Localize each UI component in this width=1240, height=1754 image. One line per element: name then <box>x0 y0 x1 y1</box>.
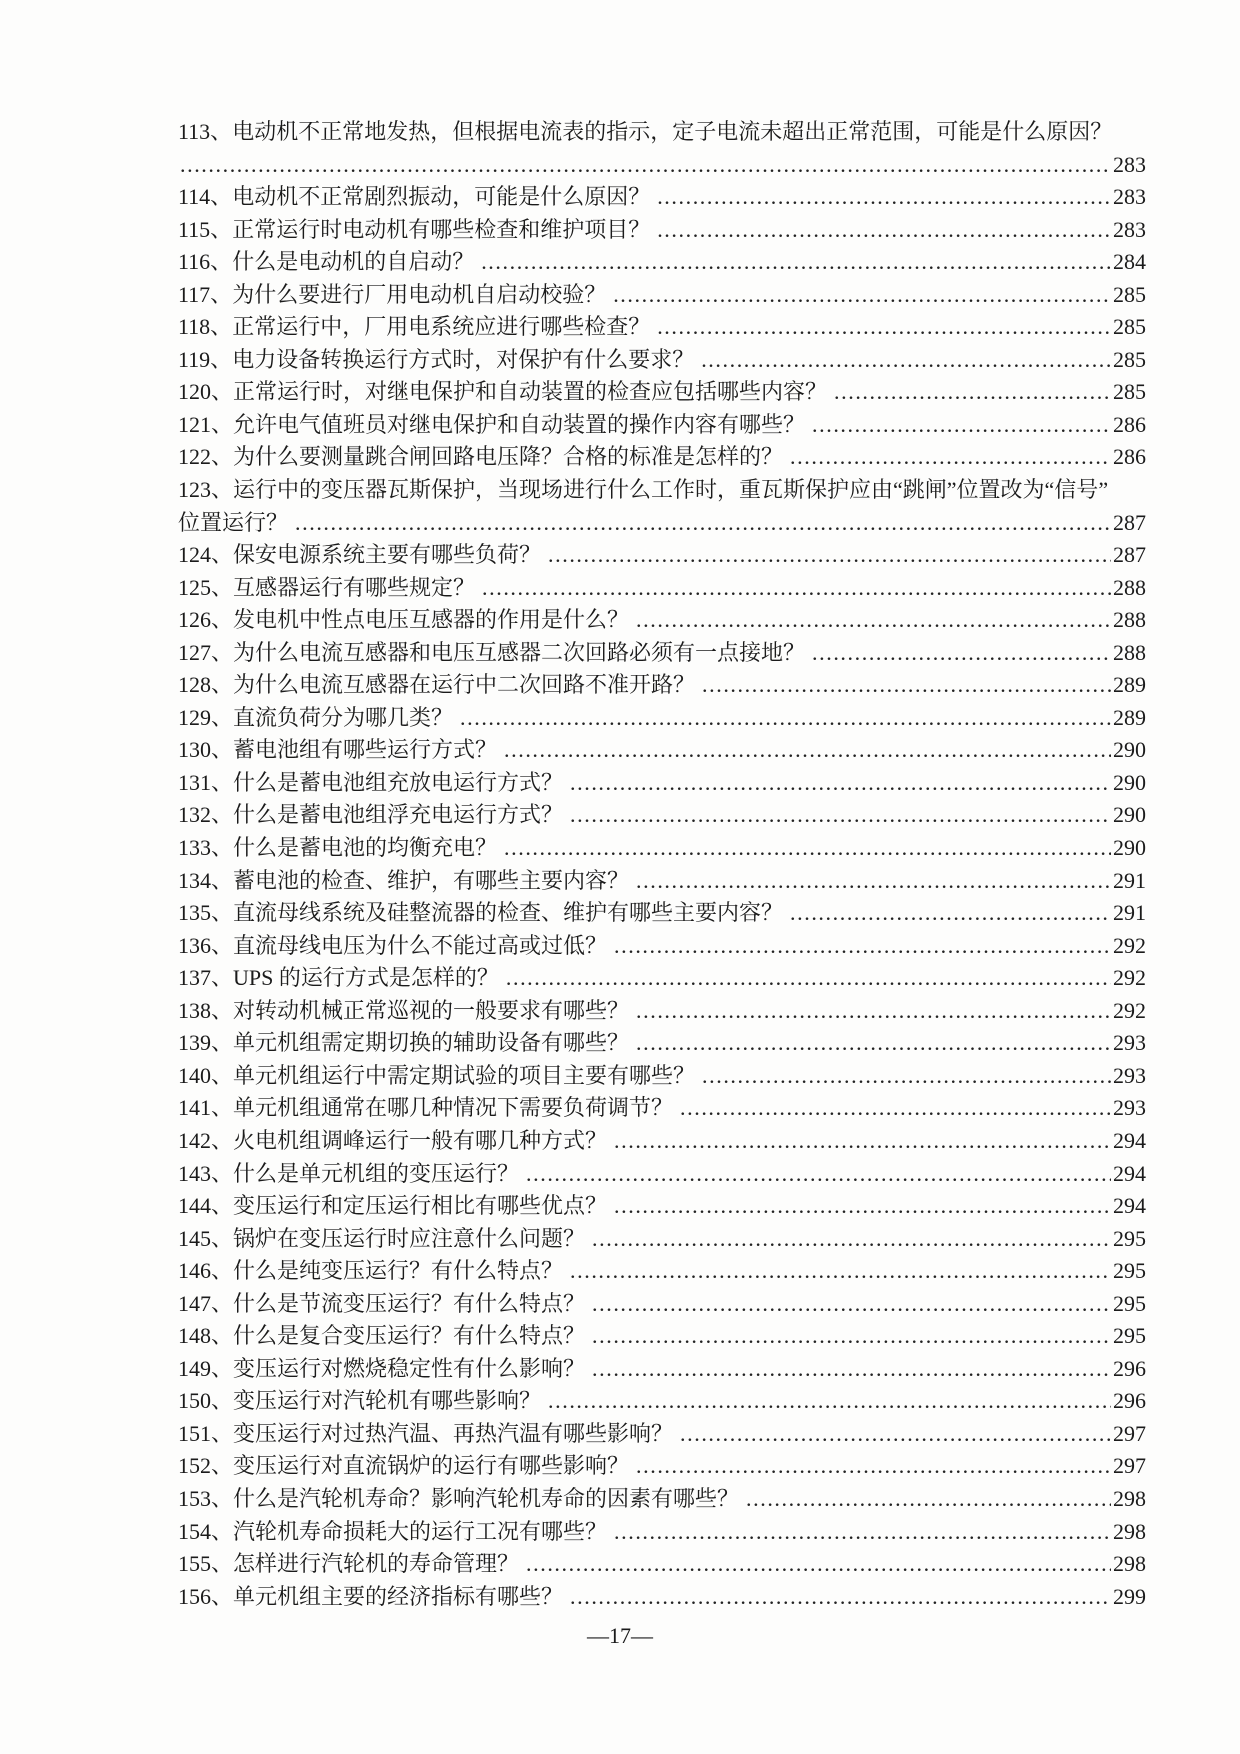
toc-entry-title: 火电机组调峰运行一般有哪几种方式？ <box>233 1127 608 1153</box>
dot-leader <box>607 1125 1111 1158</box>
toc-entry-title: 变压运行和定压运行相比有哪些优点？ <box>233 1193 608 1219</box>
toc-entry <box>178 474 1146 507</box>
toc-entry <box>178 865 1146 898</box>
toc-entry-title: 变压运行对过热汽温、再热汽温有哪些影响？ <box>233 1420 674 1446</box>
toc-entry-number: 117、 <box>178 281 233 307</box>
toc-page-ref: 295 <box>1113 1258 1146 1284</box>
toc-entry <box>178 1385 1146 1418</box>
dot-leader <box>607 1190 1111 1223</box>
toc-page-ref: 287 <box>1113 542 1146 568</box>
dot-leader <box>474 246 1111 279</box>
toc-entry-number: 127、 <box>178 639 234 665</box>
dot-leader <box>519 1548 1111 1581</box>
dot-leader <box>519 1158 1111 1191</box>
toc-page-ref: 292 <box>1113 965 1146 991</box>
dot-leader <box>475 572 1111 605</box>
toc-list <box>178 116 1146 1613</box>
toc-entry <box>178 214 1146 247</box>
dot-leader <box>606 279 1111 312</box>
dot-leader <box>563 1581 1111 1614</box>
toc-entry-number: 118、 <box>178 314 233 340</box>
toc-entry <box>178 897 1146 930</box>
dot-leader <box>541 539 1111 572</box>
toc-entry-title: 电力设备转换运行方式时，对保护有什么要求？ <box>232 346 695 372</box>
toc-entry-number: 120、 <box>178 379 234 405</box>
dot-leader <box>783 441 1111 474</box>
toc-entry-number: 133、 <box>178 835 234 861</box>
dot-leader <box>827 376 1111 409</box>
toc-page-ref: 295 <box>1113 1225 1146 1251</box>
dot-leader <box>288 507 1111 540</box>
toc-entry-title: 正常运行中，厂用电系统应进行哪些检查？ <box>232 314 651 340</box>
toc-page-ref: 297 <box>1113 1453 1146 1479</box>
toc-page-ref: 290 <box>1113 737 1146 763</box>
toc-page-ref: 285 <box>1113 379 1146 405</box>
toc-entry-title: 蓄电池组有哪些运行方式？ <box>233 737 498 763</box>
toc-page-ref: 293 <box>1113 1095 1146 1121</box>
toc-entry-title: 什么是蓄电池组充放电运行方式？ <box>233 769 564 795</box>
toc-entry <box>178 344 1146 377</box>
toc-entry-number: 135、 <box>178 900 234 926</box>
toc-page-ref: 297 <box>1113 1420 1146 1446</box>
toc-entry-number: 130、 <box>178 737 234 763</box>
dot-leader <box>497 734 1111 767</box>
dot-leader <box>629 865 1111 898</box>
toc-entry-number: 122、 <box>178 444 234 470</box>
toc-page-ref: 296 <box>1113 1388 1146 1414</box>
dot-leader <box>739 1483 1111 1516</box>
toc-entry-title: 什么是节流变压运行？有什么特点？ <box>233 1290 586 1316</box>
toc-entry-number: 155、 <box>178 1551 234 1577</box>
toc-entry <box>178 1125 1146 1158</box>
toc-entry-title: 允许电气值班员对继电保护和自动装置的操作内容有哪些？ <box>233 411 806 437</box>
toc-page-ref: 288 <box>1113 574 1146 600</box>
dot-leader <box>673 1418 1111 1451</box>
toc-entry-title: 变压运行对直流锅炉的运行有哪些影响？ <box>233 1453 630 1479</box>
toc-entry-number: 132、 <box>178 802 234 828</box>
toc-entry <box>178 995 1146 1028</box>
toc-entry-number: 138、 <box>178 997 234 1023</box>
toc-entry-title: 什么是汽轮机寿命？影响汽轮机寿命的因素有哪些？ <box>233 1485 740 1511</box>
toc-entry-number: 137、 <box>178 965 234 991</box>
toc-entry-title: 为什么要进行厂用电动机自启动校验？ <box>232 281 607 307</box>
toc-entry <box>178 181 1146 214</box>
toc-entry-number: 146、 <box>178 1258 234 1284</box>
toc-page-ref: 283 <box>1113 151 1146 177</box>
toc-entry-number: 152、 <box>178 1453 234 1479</box>
toc-entry-number: 131、 <box>178 769 234 795</box>
toc-entry-number: 126、 <box>178 607 234 633</box>
dot-leader <box>695 1060 1111 1093</box>
dot-leader <box>585 1288 1111 1321</box>
toc-entry-title: 为什么电流互感器在运行中二次回路不准开路？ <box>233 672 696 698</box>
dot-leader <box>650 181 1111 214</box>
toc-entry-number: 144、 <box>178 1193 234 1219</box>
dot-leader <box>585 1353 1111 1386</box>
toc-entry-title: 电动机不正常剧烈振动，可能是什么原因？ <box>232 184 651 210</box>
toc-page-ref: 290 <box>1113 769 1146 795</box>
toc-entry <box>178 279 1146 312</box>
toc-entry-title: 变压运行对汽轮机有哪些影响？ <box>233 1388 542 1414</box>
toc-page-ref: 294 <box>1113 1160 1146 1186</box>
toc-entry <box>178 1418 1146 1451</box>
toc-entry <box>178 1353 1146 1386</box>
toc-entry-number: 148、 <box>178 1323 234 1349</box>
dot-leader <box>629 604 1111 637</box>
toc-page-ref: 292 <box>1113 932 1146 958</box>
toc-entry-number: 136、 <box>178 932 234 958</box>
page-number: —17— <box>587 1623 653 1648</box>
toc-page-ref: 294 <box>1113 1193 1146 1219</box>
dot-leader <box>585 1320 1111 1353</box>
toc-page-ref: 295 <box>1113 1323 1146 1349</box>
toc-entry-title: 单元机组主要的经济指标有哪些？ <box>233 1583 564 1609</box>
toc-page-ref: 291 <box>1113 900 1146 926</box>
toc-page-ref: 292 <box>1113 997 1146 1023</box>
dot-leader <box>563 767 1111 800</box>
toc-entry-title: 什么是纯变压运行？有什么特点？ <box>233 1258 564 1284</box>
toc-page-ref: 285 <box>1113 346 1146 372</box>
toc-entry-number: 121、 <box>178 411 234 437</box>
dot-leader <box>607 930 1111 963</box>
toc-entry <box>178 1483 1146 1516</box>
dot-leader <box>607 1516 1111 1549</box>
toc-entry <box>178 1548 1146 1581</box>
dot-leader <box>563 799 1111 832</box>
toc-entry-number: 142、 <box>178 1127 234 1153</box>
toc-page-ref: 285 <box>1113 281 1146 307</box>
dot-leader <box>541 1385 1111 1418</box>
toc-entry <box>178 1320 1146 1353</box>
toc-page-ref: 283 <box>1113 184 1146 210</box>
toc-entry-title: 正常运行时电动机有哪些检查和维护项目？ <box>232 216 651 242</box>
toc-entry-title: 保安电源系统主要有哪些负荷？ <box>233 542 542 568</box>
dot-leader <box>629 995 1111 1028</box>
toc-entry-number: 140、 <box>178 1062 234 1088</box>
toc-entry <box>178 409 1146 442</box>
toc-entry-number: 150、 <box>178 1388 234 1414</box>
dot-leader <box>453 702 1111 735</box>
dot-leader <box>499 962 1111 995</box>
toc-entry-title: 蓄电池的检查、维护，有哪些主要内容？ <box>233 867 630 893</box>
toc-entry-number: 113、 <box>178 119 233 144</box>
dot-leader <box>650 214 1111 247</box>
toc-entry-number: 153、 <box>178 1485 234 1511</box>
toc-entry <box>178 1092 1146 1125</box>
toc-entry <box>178 1060 1146 1093</box>
toc-page-ref: 288 <box>1113 639 1146 665</box>
toc-entry <box>178 539 1146 572</box>
toc-entry-title: UPS 的运行方式是怎样的？ <box>233 965 499 991</box>
toc-page-ref: 289 <box>1113 704 1146 730</box>
toc-entry <box>178 1288 1146 1321</box>
dot-leader <box>497 832 1111 865</box>
toc-entry-number: 139、 <box>178 1030 234 1056</box>
toc-page-ref: 291 <box>1113 867 1146 893</box>
dot-leader <box>695 669 1111 702</box>
toc-page-ref: 290 <box>1113 835 1146 861</box>
toc-entry <box>178 669 1146 702</box>
toc-entry-title: 单元机组通常在哪几种情况下需要负荷调节？ <box>233 1095 674 1121</box>
toc-page-ref: 294 <box>1113 1127 1146 1153</box>
toc-page-ref: 286 <box>1113 444 1146 470</box>
toc-page-ref: 290 <box>1113 802 1146 828</box>
dot-leader <box>563 1255 1111 1288</box>
toc-entry <box>178 149 1146 182</box>
toc-page-ref: 286 <box>1113 411 1146 437</box>
page-number-footer <box>0 1620 1240 1652</box>
toc-page-ref: 285 <box>1113 314 1146 340</box>
toc-entry-number: 145、 <box>178 1225 234 1251</box>
toc-entry <box>178 734 1146 767</box>
toc-entry-number: 125、 <box>178 574 234 600</box>
toc-entry-title: 什么是单元机组的变压运行？ <box>233 1160 520 1186</box>
dot-leader <box>805 409 1111 442</box>
toc-entry <box>178 702 1146 735</box>
toc-entry <box>178 1027 1146 1060</box>
toc-entry <box>178 1581 1146 1614</box>
dot-leader <box>650 311 1111 344</box>
toc-entry-number: 143、 <box>178 1160 234 1186</box>
toc-entry-title: 为什么电流互感器和电压互感器二次回路必须有一点接地？ <box>233 639 806 665</box>
toc-entry-number: 115、 <box>178 216 233 242</box>
toc-entry <box>178 311 1146 344</box>
toc-entry-title: 电动机不正常地发热，但根据电流表的指示，定子电流未超出正常范围，可能是什么原因？ <box>232 119 1113 144</box>
dot-leader <box>673 1092 1111 1125</box>
toc-entry <box>178 1450 1146 1483</box>
dot-leader <box>178 149 1111 182</box>
toc-page-ref: 288 <box>1113 607 1146 633</box>
toc-entry-number: 116、 <box>178 249 233 275</box>
toc-entry <box>178 1158 1146 1191</box>
toc-entry-title-continued: 位置运行？ <box>178 509 289 535</box>
toc-page-ref: 283 <box>1113 216 1146 242</box>
toc-entry-title: 直流母线电压为什么不能过高或过低？ <box>233 932 608 958</box>
toc-entry <box>178 1255 1146 1288</box>
toc-entry-title: 变压运行对燃烧稳定性有什么影响？ <box>233 1355 586 1381</box>
toc-page-ref: 299 <box>1113 1583 1146 1609</box>
toc-page-ref: 293 <box>1113 1030 1146 1056</box>
toc-page-ref: 287 <box>1113 509 1146 535</box>
toc-entry-number: 154、 <box>178 1518 234 1544</box>
toc-entry <box>178 116 1146 149</box>
toc-entry <box>178 637 1146 670</box>
toc-entry <box>178 962 1146 995</box>
toc-entry-number: 119、 <box>178 346 233 372</box>
toc-entry-title: 锅炉在变压运行时应注意什么问题？ <box>233 1225 586 1251</box>
toc-entry-number: 149、 <box>178 1355 234 1381</box>
toc-entry-number: 151、 <box>178 1420 234 1446</box>
toc-entry <box>178 441 1146 474</box>
toc-entry-number: 134、 <box>178 867 234 893</box>
toc-entry-title: 什么是复合变压运行？有什么特点？ <box>233 1323 586 1349</box>
dot-leader <box>629 1027 1111 1060</box>
toc-entry-number: 141、 <box>178 1095 234 1121</box>
toc-entry-title: 运行中的变压器瓦斯保护，当现场进行什么工作时，重瓦斯保护应由“跳闸”位置改为“信号” <box>233 477 1109 503</box>
toc-entry-number: 114、 <box>178 184 233 210</box>
toc-entry <box>178 1516 1146 1549</box>
toc-entry <box>178 376 1146 409</box>
toc-entry-title: 单元机组需定期切换的辅助设备有哪些？ <box>233 1030 630 1056</box>
toc-page-ref: 289 <box>1113 672 1146 698</box>
toc-entry-number: 129、 <box>178 704 234 730</box>
dot-leader <box>694 344 1111 377</box>
toc-entry-title: 怎样进行汽轮机的寿命管理？ <box>233 1551 520 1577</box>
toc-entry <box>178 507 1146 540</box>
toc-page-ref: 284 <box>1113 249 1146 275</box>
toc-entry <box>178 832 1146 865</box>
toc-page-ref: 298 <box>1113 1551 1146 1577</box>
toc-entry <box>178 572 1146 605</box>
toc-entry <box>178 799 1146 832</box>
toc-page-ref: 293 <box>1113 1062 1146 1088</box>
toc-entry <box>178 930 1146 963</box>
toc-entry-title: 直流负荷分为哪几类？ <box>233 704 454 730</box>
dot-leader <box>783 897 1111 930</box>
toc-entry-title: 发电机中性点电压互感器的作用是什么？ <box>233 607 630 633</box>
toc-entry-number: 156、 <box>178 1583 234 1609</box>
toc-entry-title: 单元机组运行中需定期试验的项目主要有哪些？ <box>233 1062 696 1088</box>
toc-entry-title: 为什么要测量跳合闸回路电压降？合格的标准是怎样的？ <box>233 444 784 470</box>
dot-leader <box>585 1223 1111 1256</box>
toc-page-ref: 298 <box>1113 1485 1146 1511</box>
toc-entry <box>178 604 1146 637</box>
dot-leader <box>629 1450 1111 1483</box>
toc-page-ref: 296 <box>1113 1355 1146 1381</box>
toc-entry-title: 互感器运行有哪些规定？ <box>233 574 476 600</box>
toc-entry-title: 汽轮机寿命损耗大的运行工况有哪些？ <box>233 1518 608 1544</box>
toc-entry-title: 什么是蓄电池的均衡充电？ <box>233 835 498 861</box>
dot-leader <box>805 637 1111 670</box>
toc-entry <box>178 1190 1146 1223</box>
toc-page-ref: 295 <box>1113 1290 1146 1316</box>
toc-entry-number: 147、 <box>178 1290 234 1316</box>
toc-entry-title: 直流母线系统及硅整流器的检查、维护有哪些主要内容？ <box>233 900 784 926</box>
toc-entry-title: 正常运行时，对继电保护和自动装置的检查应包括哪些内容？ <box>233 379 828 405</box>
toc-entry <box>178 246 1146 279</box>
toc-entry-number: 124、 <box>178 542 234 568</box>
toc-entry <box>178 767 1146 800</box>
toc-page-ref: 298 <box>1113 1518 1146 1544</box>
toc-entry-title: 什么是电动机的自启动？ <box>232 249 475 275</box>
toc-entry-title: 对转动机械正常巡视的一般要求有哪些？ <box>233 997 630 1023</box>
toc-entry-number: 123、 <box>178 477 234 503</box>
toc-entry-number: 128、 <box>178 672 234 698</box>
toc-entry <box>178 1223 1146 1256</box>
toc-entry-title: 什么是蓄电池组浮充电运行方式？ <box>233 802 564 828</box>
